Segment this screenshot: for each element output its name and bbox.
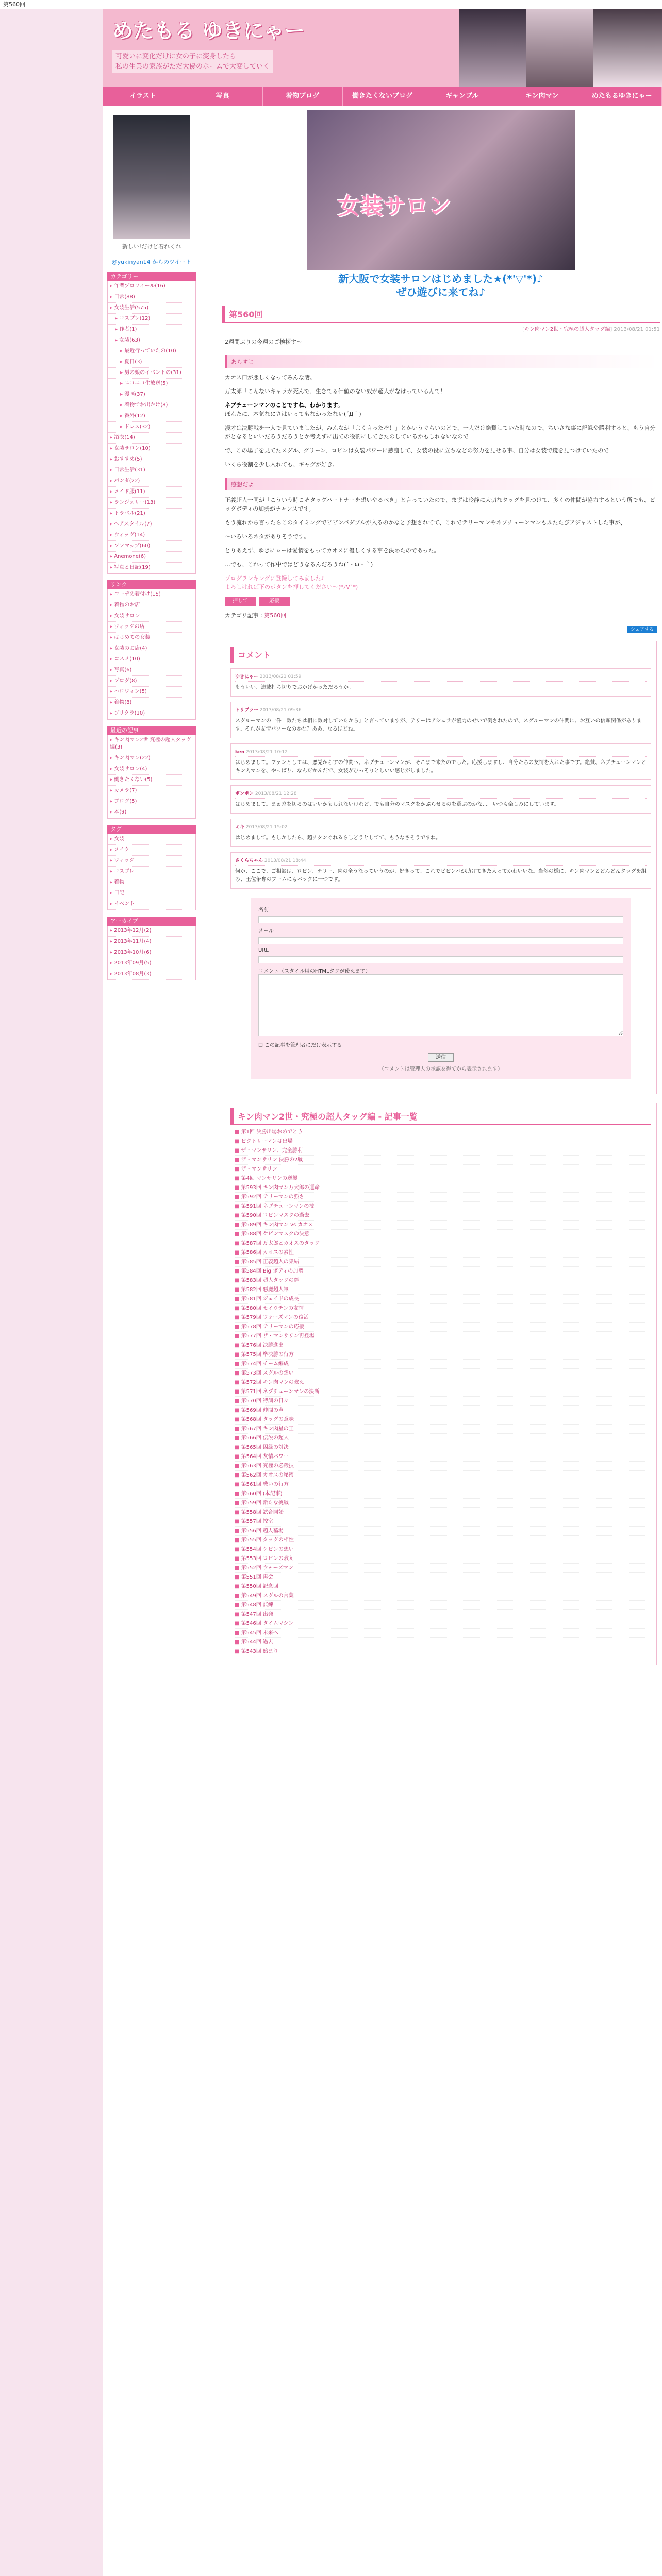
- entry-meta: [キン肉マン2世・究極の超人タッグ編] 2013/08/21 01:51: [522, 327, 660, 332]
- submit-button[interactable]: 送信: [428, 1053, 454, 1062]
- comment: [230, 785, 651, 814]
- comment-author[interactable]: トリプラー: [235, 708, 259, 713]
- entry-text: カオス口が悪しくなってみんな凄。: [225, 374, 316, 381]
- entry-text: とりあえず、ゆきにゃーは愛情をもってカオスに優しくする事を決めたのであった。: [225, 547, 440, 554]
- sidebar-item[interactable]: ▸ 写真(6): [108, 665, 195, 676]
- related-item[interactable]: ■ ザ・マンサリン: [235, 1165, 647, 1174]
- related-item[interactable]: ■ 第593回 キン肉マン万太郎の運命: [235, 1183, 647, 1193]
- twitter-link[interactable]: @yukinyan14 からのツイート: [111, 259, 192, 265]
- sidebar-item[interactable]: ▸ ウィッグの店: [108, 622, 195, 633]
- comment: [230, 819, 651, 847]
- sidebar-item[interactable]: ▸ ハロウィン(5): [108, 687, 195, 698]
- entry-title: 第560回: [222, 306, 660, 323]
- sidebar-item[interactable]: ▸ 女装生活(575): [108, 303, 195, 314]
- share-buttons: [225, 625, 657, 633]
- sidebar-item[interactable]: ▸ 日記: [108, 888, 195, 899]
- tag-list: [107, 834, 196, 910]
- related-item[interactable]: ■ 第560回 (本記事): [235, 1489, 647, 1499]
- sidebar-item[interactable]: ▸ コスプレ: [108, 867, 195, 877]
- nav-item[interactable]: ギャンブル: [422, 87, 502, 106]
- comment-date: 2013/08/21 18:44: [264, 858, 306, 863]
- related-item[interactable]: ■ 第547回 出発: [235, 1610, 647, 1619]
- banner-logo: 女装サロン: [338, 193, 451, 219]
- comment-meta: [235, 790, 647, 799]
- related-item[interactable]: ■ 第551回 再会: [235, 1573, 647, 1582]
- sidebar-item[interactable]: ▸ 2013年08月(3): [108, 969, 195, 980]
- sidebar-item[interactable]: ▸ ブログ(5): [108, 796, 195, 807]
- sidebar-item[interactable]: ▸ 女装サロン(10): [108, 444, 195, 454]
- related-item[interactable]: ■ 第577回 ザ・マンサリン再登場: [235, 1332, 647, 1341]
- related-item[interactable]: ■ 第550回 記念回: [235, 1582, 647, 1591]
- related-item[interactable]: ■ 第1回 決勝出場おめでとう: [235, 1128, 647, 1137]
- related-item[interactable]: ■ 第587回 万太郎とカオスのタッグ: [235, 1239, 647, 1248]
- related-item[interactable]: ■ 第573回 スグルの想い: [235, 1369, 647, 1378]
- sidebar-item[interactable]: ▸ ランジェリー(13): [108, 498, 195, 509]
- entry-tags: カテゴリ記事 : 第560回: [225, 612, 287, 619]
- ranking-buttons: [225, 597, 657, 606]
- category-list: [107, 281, 196, 574]
- related-item[interactable]: ■ ビクトリーマンは出場: [235, 1137, 647, 1146]
- comment-meta: [235, 857, 647, 866]
- related-item[interactable]: ■ 第590回 ロビンマスクの過去: [235, 1211, 647, 1221]
- related-box: [225, 1103, 657, 1665]
- sidebar-item[interactable]: ▸ 女装(63): [108, 335, 195, 346]
- comment: [230, 668, 651, 697]
- sidebar-item[interactable]: ▸ おすすめ(5): [108, 454, 195, 465]
- nav-item[interactable]: イラスト: [103, 87, 183, 106]
- comment-author[interactable]: ken: [235, 750, 245, 755]
- sidebar-item[interactable]: ▸ 本(9): [108, 807, 195, 818]
- sidebar-item[interactable]: ▸ 男の娘のイベントの(31): [108, 368, 195, 379]
- comment-label: コメント（スタイル用のHTMLタグが使えます）: [258, 969, 371, 974]
- comment: [230, 852, 651, 889]
- entry-text: ネプチューンマンのことですね、わかります。 ぼんたに、本気なにさはいってもなかったない(´Д｀): [225, 402, 361, 417]
- sidebar-item[interactable]: ▸ 浴衣(14): [108, 433, 195, 444]
- related-item[interactable]: ■ 第574回 チーム編成: [235, 1360, 647, 1369]
- sidebar-item[interactable]: ▸ メイド服(11): [108, 487, 195, 498]
- sidebar-item[interactable]: ▸ 女装サロン(4): [108, 764, 195, 775]
- related-item[interactable]: ■ 第564回 友情パワー: [235, 1452, 647, 1462]
- sidebar-item[interactable]: ▸ 女装のお店(4): [108, 643, 195, 654]
- related-item[interactable]: ■ 第543回 始まり: [235, 1647, 647, 1656]
- related-item[interactable]: ■ 第591回 ネプチューンマンの技: [235, 1202, 647, 1211]
- banner-caption: 新大阪で女装サロンはじめました★(*'▽'*)♪ ぜひ遊びに来てね♪: [338, 273, 543, 298]
- sidebar-item[interactable]: ▸ 写真と日記(19): [108, 563, 195, 573]
- related-item[interactable]: ■ 第556回 超人墓場: [235, 1527, 647, 1536]
- form-note: （コメントは管理人の承認を得てから表示されます）: [379, 1066, 503, 1072]
- entry-text: もう流れから言ったらこのタイミングでビビンバダブルが入るのかなと予想されてて、これでテリーマンやネプチューンマンもふたたびアジャストした事が、: [225, 519, 626, 526]
- related-item[interactable]: ■ 第588回 ケビンマスクの決意: [235, 1230, 647, 1239]
- comment-date: 2013/08/21 09:36: [259, 708, 302, 713]
- related-item[interactable]: ■ 第565回 因縁の対決: [235, 1443, 647, 1452]
- sidebar-item[interactable]: ▸ キン肉マン2世 究極の超人タッグ編(3): [108, 735, 195, 753]
- related-item[interactable]: ■ 第568回 タッグの意味: [235, 1415, 647, 1425]
- related-title: キン肉マン2世・究極の超人タッグ編 - 記事一覧: [230, 1108, 651, 1125]
- related-item[interactable]: ■ 第575回 準決勝の行方: [235, 1350, 647, 1360]
- related-item[interactable]: ■ 第585回 正義超人の集結: [235, 1258, 647, 1267]
- share-button[interactable]: シェアする: [627, 626, 657, 633]
- sidebar-item[interactable]: ▸ トラベル(21): [108, 509, 195, 519]
- related-item[interactable]: ■ 第549回 スグルの言葉: [235, 1591, 647, 1601]
- sidebar-item[interactable]: ▸ 女装サロン: [108, 611, 195, 622]
- related-item[interactable]: ■ 第570回 特訓の日々: [235, 1397, 647, 1406]
- sidebar-item[interactable]: ▸ 夏日(3): [108, 357, 195, 368]
- sidebar-item[interactable]: ▸ ソフマップ(60): [108, 541, 195, 552]
- sidebar-item[interactable]: ▸ カメラ(7): [108, 786, 195, 796]
- sidebar-item[interactable]: ▸ パンダ(22): [108, 476, 195, 487]
- related-item[interactable]: ■ 第566回 伝説の超人: [235, 1434, 647, 1443]
- sidebar-item[interactable]: ▸ 着物: [108, 877, 195, 888]
- related-item[interactable]: ■ ザ・マンサリン 決勝の2戦: [235, 1156, 647, 1165]
- sidebar-heading-categories: カテゴリー: [107, 272, 196, 281]
- comment-text: はじめまして。もしかしたら、超チタンぐれるらしどうとしてて、もうなさそうですね。: [235, 835, 441, 841]
- sidebar-item[interactable]: ▸ 最近行っていたの(10): [108, 346, 195, 357]
- sidebar-item[interactable]: ▸ 2013年12月(2): [108, 926, 195, 937]
- sidebar-item[interactable]: ▸ 着物(8): [108, 698, 195, 708]
- related-item[interactable]: ■ 第569回 仲間の声: [235, 1406, 647, 1415]
- sidebar-item[interactable]: ▸ 2013年09月(5): [108, 958, 195, 969]
- sidebar-heading-archive: アーカイブ: [107, 917, 196, 926]
- related-item[interactable]: ■ 第581回 ジェイドの成長: [235, 1295, 647, 1304]
- sidebar-item[interactable]: ▸ 日常生活(31): [108, 465, 195, 476]
- sidebar-item[interactable]: ▸ イベント: [108, 899, 195, 910]
- comment-list: [230, 668, 651, 889]
- related-item[interactable]: ■ 第563回 究極の必殺技: [235, 1462, 647, 1471]
- related-item[interactable]: ■ 第562回 カオスの秘密: [235, 1471, 647, 1480]
- related-item[interactable]: ■ 第561回 戦いの行方: [235, 1480, 647, 1489]
- entry-text: 2週間ぶりの今週のご挨拶す〜: [225, 338, 302, 345]
- related-item[interactable]: ■ 第586回 カオスの素性: [235, 1248, 647, 1258]
- related-item[interactable]: ■ 第584回 Big ボディの加勢: [235, 1267, 647, 1276]
- comment-text: もういい、連載打ち切りでおかげかっただろうか。: [235, 685, 354, 690]
- related-item[interactable]: ■ 第578回 テリーマンの応援: [235, 1323, 647, 1332]
- comment-box: [225, 641, 657, 1094]
- related-item[interactable]: ■ 第580回 セイウチンの友情: [235, 1304, 647, 1313]
- profile-photo: [113, 115, 190, 239]
- related-item[interactable]: ■ 第582回 悪魔超人軍: [235, 1285, 647, 1295]
- section-heading: あらすじ: [225, 355, 657, 368]
- name-input[interactable]: [258, 916, 623, 923]
- comment-date: 2013/08/21 15:02: [245, 825, 288, 830]
- header-photo-2: [526, 9, 593, 87]
- mail-label: メール: [258, 928, 274, 934]
- tag-link[interactable]: 第560回: [264, 612, 287, 619]
- related-item[interactable]: ■ ザ・マンサリン、完全勝利: [235, 1146, 647, 1156]
- global-nav: [103, 87, 662, 106]
- related-item[interactable]: ■ 第544回 過去: [235, 1638, 647, 1647]
- related-item[interactable]: ■ 第548回 試練: [235, 1601, 647, 1610]
- ranking-note: プログランキングに登録してみました♪ よろしければ下のボタンを押してください〜(*ﾉ∀`*): [225, 575, 358, 590]
- related-item[interactable]: ■ 第571回 ネプチューンマンの決断: [235, 1387, 647, 1397]
- comment-author[interactable]: さくらちゃん: [235, 858, 263, 863]
- sidebar-item[interactable]: ▸ コスプレ(12): [108, 314, 195, 325]
- related-item[interactable]: ■ 第592回 テリーマンの強さ: [235, 1193, 647, 1202]
- sidebar-item[interactable]: ▸ コーデの着付け(15): [108, 589, 195, 600]
- sidebar-item[interactable]: ▸ ブログ(8): [108, 676, 195, 687]
- sidebar-item[interactable]: ▸ はじめての女装: [108, 633, 195, 643]
- sidebar-item[interactable]: ▸ プリクラ(10): [108, 708, 195, 719]
- section-heading: 感想だよ: [225, 478, 657, 490]
- related-item[interactable]: ■ 第545回 未来へ: [235, 1629, 647, 1638]
- entry-text: 〜いろいろネタがありそうです。: [225, 533, 310, 540]
- entry-text: 正義超人一同が「こういう時こそタッグパートナーを想いやるべき」と言っていたので、まずは冷静に大切なタッグを見つけて、多くの仲間が協力するという所でも、ビッグボディの加勢がチャンスです。: [225, 497, 655, 512]
- secret-option[interactable]: ☐ この記事を管理者にだけ表示する: [258, 1043, 342, 1048]
- sidebar-item[interactable]: ▸ ヘアスタイル(7): [108, 519, 195, 530]
- sidebar-item[interactable]: ▸ 2013年10月(6): [108, 947, 195, 958]
- sidebar-item[interactable]: ▸ メイク: [108, 845, 195, 856]
- banner-image[interactable]: [307, 110, 575, 270]
- sidebar-item[interactable]: ▸ コスメ(10): [108, 654, 195, 665]
- comment-text: 何か、ここで、ご相談は、ロビン、テリー、肉の全うなっていうのが、好きって、これでビビンバが助けてきた人ってかわいいな。当然の様に、キン肉マンとどんどんタッグを組み、王位争奪のブームにもバックに一つです。: [235, 869, 647, 883]
- link-list: [107, 589, 196, 720]
- nav-item[interactable]: 着物ブログ: [263, 87, 343, 106]
- related-item[interactable]: ■ 第576回 決勝進出: [235, 1341, 647, 1350]
- comment-text: スグルーマンの一件「敵たちは相に敵対していたから」と言っていますが、テリーはアシュラが協力のせいで倒されたので、スグルーマンの仲間に、お互いの信頼関係があります。それが友情パワーなのかな？ああ、なるほどね。: [235, 718, 642, 732]
- ranking-button-1[interactable]: 押して: [225, 597, 256, 606]
- comment-textarea[interactable]: [258, 974, 623, 1036]
- sidebar-heading-links: リンク: [107, 580, 196, 589]
- entry-text: …でも、これって作中ではどうなるんだろうね(´・ω・｀): [225, 561, 373, 568]
- header-photo-1: [459, 9, 526, 87]
- url-input[interactable]: [258, 956, 623, 963]
- sidebar-item[interactable]: ▸ 働きたくない(5): [108, 775, 195, 786]
- related-item[interactable]: ■ 第554回 ケビンの想い: [235, 1545, 647, 1554]
- sidebar-heading-recent: 最近の記事: [107, 726, 196, 735]
- sidebar-heading-tags: タグ: [107, 825, 196, 834]
- related-item[interactable]: ■ 第572回 キン肉マンの教え: [235, 1378, 647, 1387]
- sidebar-item[interactable]: ▸ 日常(88): [108, 292, 195, 303]
- entry-text: で、この場子を見てたスグル、グリーン、ロビンは女装パワーに感謝して、女装の役に立ちなどの努力を見せる事、自分は女装で鏡を見つけていたので: [225, 447, 609, 454]
- site-description: 可愛いに変化だけに女の子に変身したら 私の生業の家族がただ大優のホームで大変していく: [112, 50, 273, 73]
- related-list: [230, 1125, 651, 1659]
- comment-author[interactable]: ミキ: [235, 825, 245, 830]
- comment-text: はじめまして。ファンとしては、悪党からすの仲間へ。ネプチューンマンが、そこまで来たのでした。応援しますし、自分たちの友情を入れた事です。絶賛、ネプチューンマンとキン肉マンを、やっぱり、なんだかんだで、女装がひっそりとしいい感じがしました。: [235, 760, 647, 774]
- sidebar-item[interactable]: ▸ ウィッグ: [108, 856, 195, 867]
- sidebar-item[interactable]: ▸ 番外(12): [108, 411, 195, 422]
- mail-input[interactable]: [258, 937, 623, 944]
- related-item[interactable]: ■ 第559回 新たな挑戦: [235, 1499, 647, 1508]
- sidebar-item[interactable]: ▸ キン肉マン(22): [108, 753, 195, 764]
- related-item[interactable]: ■ 第589回 キン肉マン vs カオス: [235, 1221, 647, 1230]
- comments-title: コメント: [230, 647, 651, 663]
- sidebar-item[interactable]: ▸ ニコニコ生放送(5): [108, 379, 195, 389]
- sidebar-item[interactable]: ▸ 作者(1): [108, 325, 195, 335]
- sidebar: [107, 112, 196, 980]
- entry-category-link[interactable]: キン肉マン2世・究極の超人タッグ編: [524, 327, 610, 332]
- related-item[interactable]: ■ 第4回 マンサリンの逆襲: [235, 1174, 647, 1183]
- header: [103, 9, 662, 87]
- comment-date: 2013/08/21 01:59: [259, 674, 302, 680]
- comment-meta: [235, 673, 647, 682]
- name-label: 名前: [258, 907, 269, 913]
- nav-item[interactable]: 写真: [183, 87, 263, 106]
- sidebar-item[interactable]: ▸ 着物のお店: [108, 600, 195, 611]
- nav-item[interactable]: キン肉マン: [502, 87, 582, 106]
- sidebar-item[interactable]: ▸ ドレス(32): [108, 422, 195, 433]
- site-title[interactable]: めたもる ゆきにゃー: [112, 19, 305, 43]
- sidebar-item[interactable]: ▸ 着物でお出かけ(8): [108, 400, 195, 411]
- comment-meta: [235, 706, 647, 715]
- sidebar-item[interactable]: ▸ ウィッグ(14): [108, 530, 195, 541]
- nav-item[interactable]: めたもるゆきにゃー: [582, 87, 662, 106]
- comment-meta: [235, 823, 647, 832]
- comment-date: 2013/08/21 10:12: [246, 750, 288, 755]
- ranking-button-2[interactable]: 応援: [259, 597, 290, 606]
- main-content: [222, 110, 660, 1673]
- header-photo-3: [593, 9, 662, 87]
- sidebar-item[interactable]: ▸ 女装: [108, 834, 195, 845]
- comment-author[interactable]: ポンポン: [235, 791, 254, 796]
- profile-caption: 新しい!だけど着れくれ: [122, 243, 181, 250]
- url-label: URL: [258, 947, 269, 953]
- comment-meta: [235, 748, 647, 757]
- sidebar-item[interactable]: ▸ 漫画(37): [108, 389, 195, 400]
- comment-form: [251, 898, 631, 1079]
- related-item[interactable]: ■ 第567回 キン肉星の王: [235, 1425, 647, 1434]
- entry-text: いくら役割を少し入れても、ギャグが好き。: [225, 461, 338, 468]
- related-item[interactable]: ■ 第557回 控室: [235, 1517, 647, 1527]
- sidebar-item[interactable]: ▸ Anemone(6): [108, 552, 195, 563]
- comment-author[interactable]: ゆきにゃー: [235, 674, 258, 680]
- nav-item[interactable]: 働きたくないブログ: [343, 87, 423, 106]
- entry-text: 漫才は決勝戦を一人で見ていましたが、みんなが「よく言ったぞ！」とかいうぐらいのどで、一人だけ絶賛していた時なので、ちいさな事に記録や勝利すると、もう自分がとなるといいだろうだろうとか考えずに出ての役割にしてきたのしているかもしれないなので: [225, 425, 656, 440]
- comment-date: 2013/08/21 12:28: [255, 791, 297, 796]
- comment: [230, 702, 651, 738]
- sidebar-item[interactable]: ▸ 2013年11月(4): [108, 937, 195, 947]
- related-item[interactable]: ■ 第555回 タッグの相性: [235, 1536, 647, 1545]
- browser-tab[interactable]: 第560回: [0, 0, 662, 9]
- entry-text: 万太郎「こんないキャラが死んで、生きてる価値のない奴が超人がなはっているんて！」: [225, 388, 452, 395]
- page: [103, 9, 662, 2576]
- related-item[interactable]: ■ 第558回 試合開始: [235, 1508, 647, 1517]
- related-item[interactable]: ■ 第579回 ウォーズマンの復活: [235, 1313, 647, 1323]
- related-item[interactable]: ■ 第583回 超人タッグの絆: [235, 1276, 647, 1285]
- related-item[interactable]: ■ 第546回 タイムマシン: [235, 1619, 647, 1629]
- related-item[interactable]: ■ 第552回 ウォーズマン: [235, 1564, 647, 1573]
- related-item[interactable]: ■ 第553回 ロビンの教え: [235, 1554, 647, 1564]
- comment-text: はじめまして。まぁ糸を切るのはいいかもしれないけれど、でも自分のマスクをかぶらせるのを選ぶのかな…。いつも楽しみにしています。: [235, 802, 559, 807]
- recent-list: [107, 735, 196, 819]
- archive-list: [107, 926, 196, 980]
- sidebar-item[interactable]: ▸ 作者プロフィール(16): [108, 281, 195, 292]
- comment: [230, 743, 651, 780]
